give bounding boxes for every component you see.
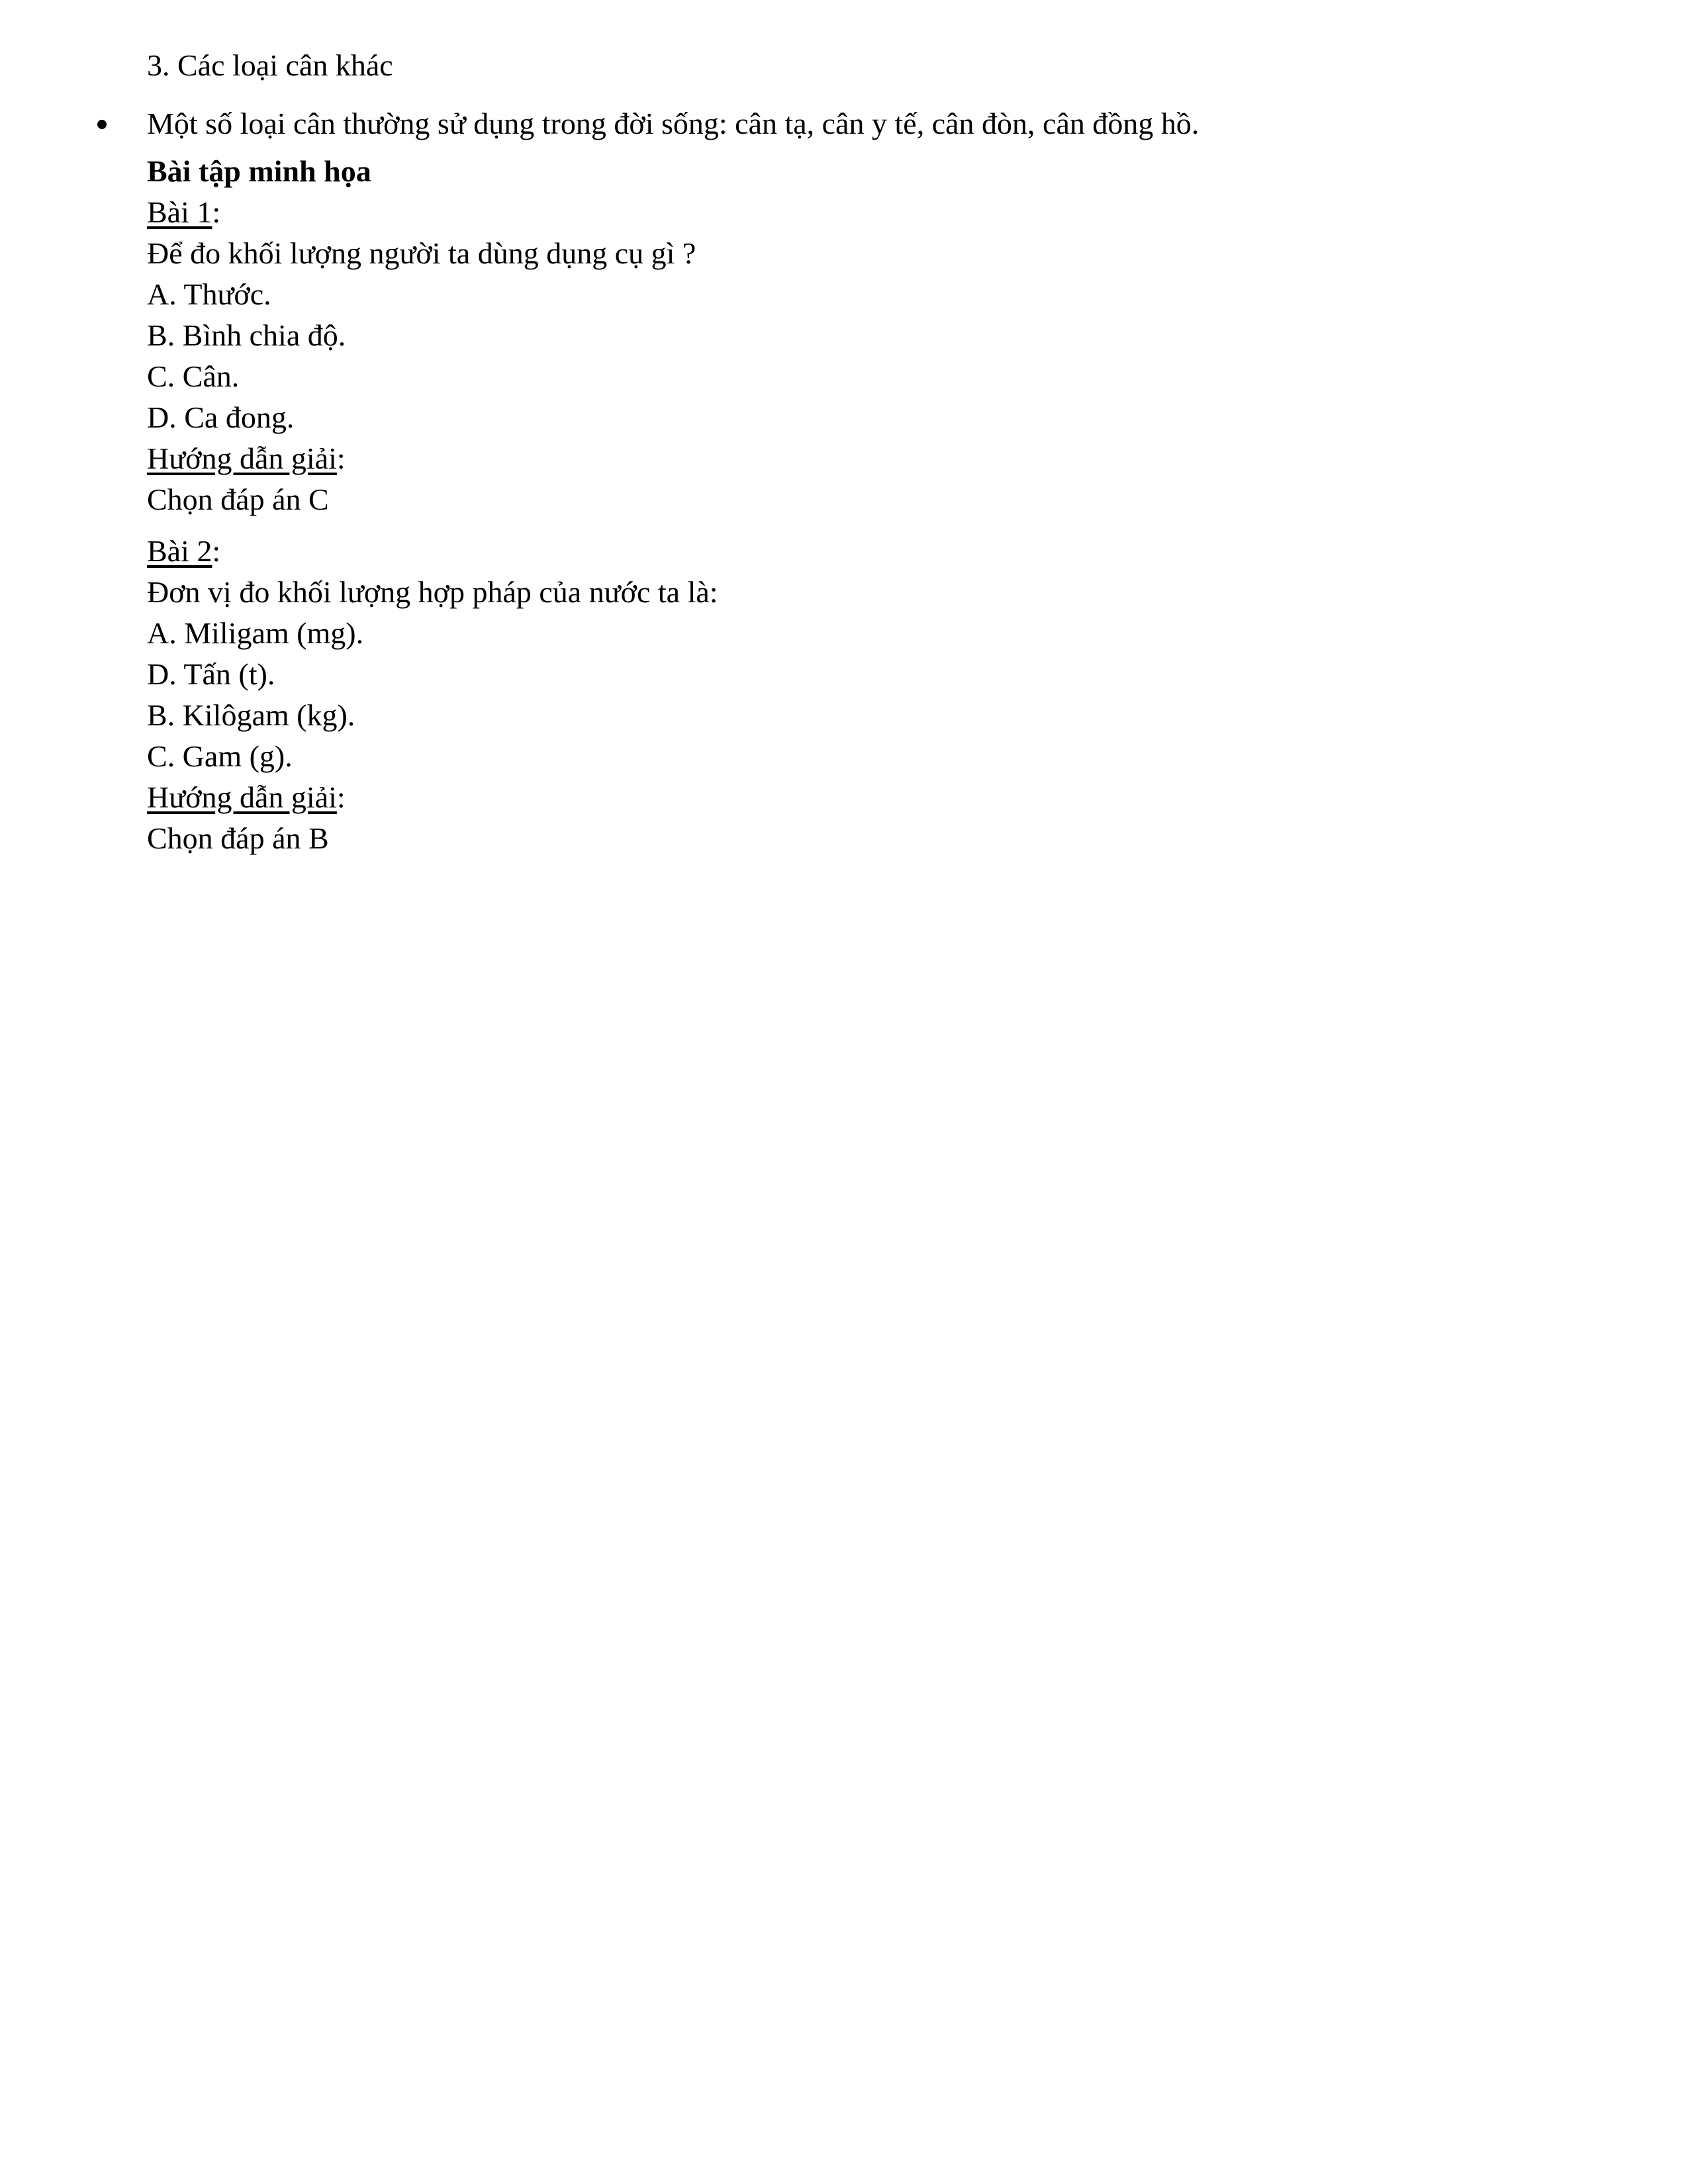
exercise-1-option-b: B. Bình chia độ.: [147, 318, 346, 352]
exercise-2-option-1: A. Miligam (mg).: [147, 616, 364, 650]
exercise-2-label-line: Bài 2:: [147, 534, 221, 568]
bullet-text: Một số loại cân thường sử dụng trong đời sống: cân tạ, cân y tế, cân đòn, cân đồng hồ.: [147, 107, 1199, 140]
exercise-1-option-d: D. Ca đong.: [147, 400, 295, 434]
exercise-1-label: Bài 1: [147, 195, 212, 229]
exercise-2-guide-label: Hướng dẫn giải: [147, 780, 337, 814]
exercise-2-label: Bài 2: [147, 534, 212, 568]
exercise-2-option-3: B. Kilôgam (kg).: [147, 698, 355, 732]
document-content: [147, 45, 1537, 859]
section-heading: 3. Các loại cân khác: [147, 48, 393, 82]
exercises-title: Bài tập minh họa: [147, 154, 371, 188]
exercise-1-guide-label: Hướng dẫn giải: [147, 441, 337, 475]
exercise-2-option-2: D. Tấn (t).: [147, 657, 275, 691]
bullet-item: [147, 103, 1537, 144]
exercise-1-option-a: A. Thước.: [147, 277, 271, 311]
exercise-1-option-c: C. Cân.: [147, 359, 240, 393]
exercise-1-label-line: Bài 1:: [147, 195, 221, 229]
exercise-2-guide-line: Hướng dẫn giải:: [147, 780, 346, 814]
exercise-1-guide-line: Hướng dẫn giải:: [147, 441, 346, 475]
exercise-1-question: Để đo khối lượng người ta dùng dụng cụ gì ?: [147, 236, 696, 270]
exercise-1-answer: Chọn đáp án C: [147, 482, 329, 516]
exercise-2-answer: Chọn đáp án B: [147, 821, 329, 855]
exercise-2-question: Đơn vị đo khối lượng hợp pháp của nước ta là:: [147, 575, 718, 609]
bullet-dot-icon: [97, 120, 107, 129]
exercise-2-option-4: C. Gam (g).: [147, 739, 293, 773]
